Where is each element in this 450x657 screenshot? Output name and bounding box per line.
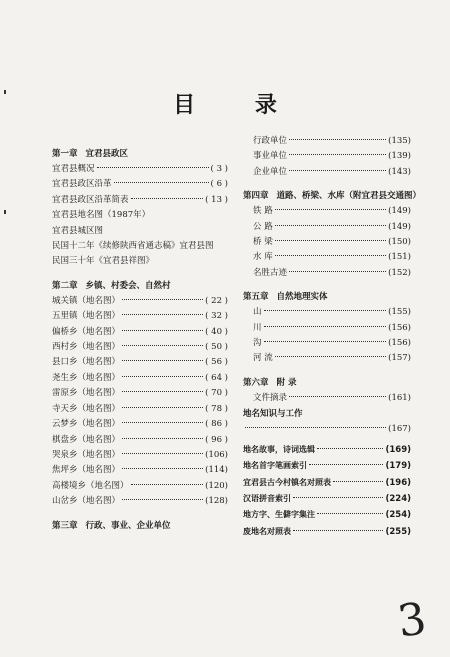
entry-title: 地方字、生僻字集注 <box>243 510 315 520</box>
entry-title: 西村乡（地名图） <box>52 342 121 353</box>
chapter-title: 地名知识与工作 <box>243 409 303 420</box>
entry-page-number: (179) <box>385 461 411 472</box>
entry-title: 汉语拼音索引 <box>243 493 291 503</box>
toc-entry <box>243 491 411 507</box>
dot-leader <box>275 225 386 226</box>
entry-title: 铁 路 <box>253 206 273 217</box>
dot-leader <box>122 407 203 408</box>
toc-entry <box>243 165 411 180</box>
chapter-number: 第五章 <box>243 292 269 303</box>
dot-leader <box>122 360 203 361</box>
toc-entry <box>52 479 228 494</box>
toc-entry <box>243 321 411 336</box>
toc-entry <box>243 305 411 320</box>
entry-page-number: (156) <box>388 338 411 349</box>
entry-page-number: ( 64 ) <box>205 372 228 383</box>
entry-page-number: (196) <box>385 477 411 488</box>
entry-page-number: ( 13 ) <box>205 194 228 205</box>
chapter-title: 附 录 <box>276 377 297 388</box>
entry-page-number: ( 56 ) <box>205 357 228 368</box>
entry-page-number: ( 78 ) <box>205 403 228 414</box>
entry-title: 沟 <box>253 338 262 349</box>
entry-title: 事业单位 <box>253 151 288 162</box>
toc-entry <box>243 134 411 149</box>
entry-title: 偏桥乡（地名图） <box>52 326 121 337</box>
entry-page-number: ( 70 ) <box>205 388 228 399</box>
entry-title: 宜君县政区沿革 <box>52 179 112 190</box>
entry-page-number: ( 6 ) <box>210 179 228 190</box>
toc-entry <box>52 355 228 370</box>
dot-leader <box>293 497 383 498</box>
entry-title: 废地名对照表 <box>243 526 291 536</box>
toc-entry <box>52 239 228 254</box>
toc-right-column <box>243 134 422 540</box>
toc-entry <box>243 351 411 366</box>
entry-page-number: (224) <box>385 493 411 504</box>
dot-leader <box>289 139 386 140</box>
toc-entry <box>243 458 411 474</box>
chapter-title: 行政、事业、企业单位 <box>85 520 171 531</box>
entry-page-number: (114) <box>205 465 228 476</box>
entry-page-number: ( 3 ) <box>210 164 228 174</box>
entry-page-number: (149) <box>388 206 411 217</box>
toc-entry <box>52 494 228 509</box>
chapter-title: 自然地理实体 <box>276 292 328 303</box>
entry-page-number: (157) <box>388 353 411 364</box>
dot-leader <box>122 422 203 423</box>
dot-leader <box>275 240 386 241</box>
entry-title: 高楼境乡（地名图） <box>52 480 129 491</box>
handwritten-page-mark: 3 <box>394 593 430 648</box>
toc-entry <box>52 463 228 478</box>
chapter-number: 第三章 <box>52 520 78 531</box>
dot-leader <box>317 513 383 514</box>
entry-title: 山 <box>253 307 262 318</box>
dot-leader <box>289 271 386 272</box>
entry-page-number: ( 96 ) <box>205 434 228 445</box>
chapter-heading <box>243 188 422 204</box>
dot-leader <box>333 481 383 482</box>
dot-leader <box>131 484 204 485</box>
entry-title: 棋盘乡（地名图） <box>52 434 121 445</box>
entry-title: 山岔乡（地名图） <box>52 496 121 507</box>
dot-leader <box>97 167 209 168</box>
entry-title: 河 流 <box>253 353 273 364</box>
entry-title: 企业单位 <box>253 166 288 177</box>
entry-page-number: (106) <box>205 449 228 460</box>
spacer <box>243 180 411 188</box>
entry-page-number: (120) <box>205 480 228 491</box>
dot-leader <box>275 356 386 357</box>
entry-title: 城关镇（地名图） <box>52 295 121 306</box>
entry-page-number: (156) <box>388 322 411 333</box>
entry-page-number: ( 50 ) <box>205 342 228 353</box>
dot-leader <box>275 255 386 256</box>
toc-entry <box>52 254 228 269</box>
toc-entry <box>243 235 411 250</box>
chapter-heading <box>243 406 411 422</box>
dot-leader <box>245 427 386 428</box>
toc-entry <box>243 524 411 540</box>
entry-title: 公 路 <box>253 221 273 232</box>
entry-title: 哭泉乡（地名图） <box>52 449 121 460</box>
toc-entry <box>52 371 228 386</box>
toc-entry <box>52 193 228 208</box>
entry-title: 尧生乡（地名图） <box>52 372 121 383</box>
entry-title: 寺天乡（地名图） <box>52 403 121 414</box>
chapter-heading <box>52 518 228 534</box>
entry-page-number: (150) <box>388 237 411 248</box>
spacer <box>52 510 228 518</box>
entry-title: 宜君县政区沿革简表 <box>52 194 129 205</box>
entry-page-number: (139) <box>388 151 411 162</box>
entry-title: 宜君县概况 <box>52 164 95 174</box>
entry-page-number: (149) <box>388 221 411 232</box>
dot-leader <box>293 530 383 531</box>
entry-page-number: ( 32 ) <box>205 311 228 322</box>
entry-title: 五里镇（地名图） <box>52 311 121 322</box>
chapter-title: 道路、桥梁、水库（附宜君县交通图） <box>276 191 422 202</box>
entry-page-number: (143) <box>388 166 411 177</box>
chapter-number: 第四章 <box>243 191 269 202</box>
spacer <box>52 270 228 278</box>
toc-entry <box>52 325 228 340</box>
entry-title: 地名首字笔画索引 <box>243 461 307 471</box>
toc-entry <box>52 294 228 309</box>
entry-page-number: ( 22 ) <box>205 295 228 306</box>
spacer <box>243 281 411 289</box>
dot-leader <box>317 448 383 449</box>
entry-title: 水 库 <box>253 252 273 263</box>
entry-page-number: (255) <box>385 526 411 537</box>
dot-leader <box>289 396 386 397</box>
entry-title: 宜君县城区图 <box>52 225 104 236</box>
toc-entry <box>52 309 228 324</box>
entry-title: 名胜古迹 <box>253 267 288 278</box>
entry-title: 地名故事，诗词选辑 <box>243 444 315 454</box>
entry-title: 宜君县古今村镇名对照表 <box>243 477 331 487</box>
dot-leader <box>289 170 386 171</box>
entry-title: 民国十二年《续修陕西省通志稿》宜君县图 <box>52 241 214 252</box>
dot-leader <box>264 341 387 342</box>
dot-leader <box>264 326 387 327</box>
toc-entry <box>52 340 228 355</box>
toc-entry <box>243 475 411 491</box>
toc-entry <box>243 149 411 164</box>
dot-leader <box>122 345 203 346</box>
entry-title: 焦坪乡（地名图） <box>52 465 121 476</box>
page-title: 目 录 <box>173 92 303 118</box>
toc-entry <box>52 433 228 448</box>
toc-entry <box>243 336 411 351</box>
entry-title: 雷原乡（地名图） <box>52 388 121 399</box>
toc-entry <box>52 177 228 192</box>
entry-title: 行政单位 <box>253 136 288 146</box>
spacer <box>243 367 411 375</box>
dot-leader <box>122 376 203 377</box>
entry-page-number: (152) <box>388 267 411 278</box>
chapter-number: 第一章 <box>52 149 78 159</box>
dot-leader <box>264 310 387 311</box>
toc-entry <box>243 204 411 219</box>
entry-title: 县口乡（地名图） <box>52 357 121 368</box>
chapter-heading <box>52 278 228 294</box>
toc-entry <box>243 266 411 281</box>
dot-leader <box>122 391 203 392</box>
toc-left-column <box>52 146 228 534</box>
toc-entry <box>52 208 228 223</box>
dot-leader <box>114 182 209 183</box>
toc-entry <box>243 250 411 265</box>
scan-mark <box>4 210 6 214</box>
toc-entry <box>243 220 411 235</box>
toc-entry <box>52 386 228 401</box>
dot-leader <box>289 154 386 155</box>
toc-entry <box>243 507 411 523</box>
dot-leader <box>122 499 203 500</box>
toc-entry <box>52 162 228 177</box>
toc-entry <box>52 417 228 432</box>
toc-entry <box>243 442 411 458</box>
chapter-heading <box>52 146 228 162</box>
entry-title: 川 <box>253 322 262 333</box>
dot-leader <box>275 209 386 210</box>
chapter-heading <box>243 289 411 305</box>
toc-entry <box>243 422 411 437</box>
entry-page-number: (169) <box>385 444 411 455</box>
dot-leader <box>122 299 203 300</box>
entry-page-number: (254) <box>385 510 411 521</box>
chapter-heading <box>243 375 411 391</box>
entry-title: 云梦乡（地名图） <box>52 419 121 430</box>
toc-entry <box>52 448 228 463</box>
dot-leader <box>122 330 203 331</box>
chapter-number: 第六章 <box>243 377 269 388</box>
dot-leader <box>131 198 204 199</box>
chapter-title: 宜君县政区 <box>85 149 129 159</box>
entry-page-number: (128) <box>205 496 228 507</box>
chapter-title: 乡镇、村委会、自然村 <box>85 280 171 291</box>
dot-leader <box>122 314 203 315</box>
dot-leader <box>122 438 203 439</box>
entry-page-number: (135) <box>388 136 411 146</box>
entry-page-number: (151) <box>388 252 411 263</box>
entry-page-number: (167) <box>388 424 411 435</box>
entry-page-number: ( 86 ) <box>205 419 228 430</box>
entry-page-number: (155) <box>388 307 411 318</box>
entry-title: 民国三十年《宜君县祥图》 <box>52 256 155 267</box>
entry-title: 文件摘录 <box>253 392 288 403</box>
entry-title: 桥 梁 <box>253 237 273 248</box>
entry-page-number: (161) <box>388 392 411 403</box>
chapter-number: 第二章 <box>52 280 78 291</box>
toc-entry <box>52 402 228 417</box>
toc-entry <box>52 224 228 239</box>
entry-title: 宜君县地名图（1987年） <box>52 210 151 221</box>
dot-leader <box>309 464 383 465</box>
dot-leader <box>122 468 203 469</box>
dot-leader <box>122 453 203 454</box>
entry-page-number: ( 40 ) <box>205 326 228 337</box>
toc-entry <box>243 391 411 406</box>
